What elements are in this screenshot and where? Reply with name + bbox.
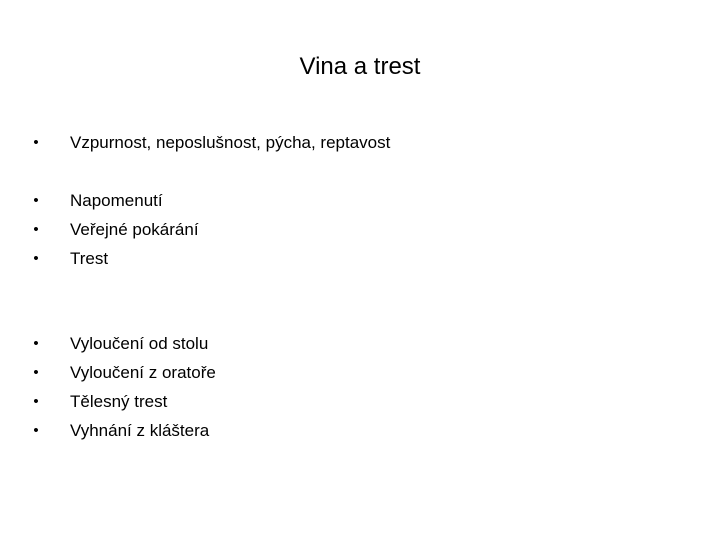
list-item-text: Vzpurnost, neposlušnost, pýcha, reptavost	[70, 133, 391, 152]
slide-title-text: Vina a trest	[299, 53, 421, 80]
list-item-text: Napomenutí	[70, 191, 163, 210]
list-item-text: Tělesný trest	[70, 392, 168, 411]
list-item-text: Vyhnání z kláštera	[70, 421, 210, 440]
list-item	[30, 186, 199, 215]
bullet-icon: •	[33, 364, 39, 381]
bullet-icon: •	[33, 221, 39, 238]
list-item	[30, 358, 216, 387]
slide-title	[0, 50, 720, 84]
list-item	[30, 128, 390, 157]
bullet-icon: •	[33, 192, 39, 209]
list-item-text: Vyloučení od stolu	[70, 334, 209, 353]
list-item-text: Vyloučení z oratoře	[70, 363, 216, 382]
bullet-icon: •	[33, 393, 39, 410]
bullet-group-reprimands	[30, 186, 199, 273]
list-item-text: Trest	[70, 249, 109, 268]
bullet-icon: •	[33, 335, 39, 352]
list-item	[30, 416, 216, 445]
list-item	[30, 244, 199, 273]
list-item	[30, 387, 216, 416]
list-item	[30, 215, 199, 244]
bullet-group-punishments	[30, 329, 216, 445]
list-item-text: Veřejné pokárání	[70, 220, 199, 239]
list-item	[30, 329, 216, 358]
bullet-icon: •	[33, 250, 39, 267]
bullet-icon: •	[33, 422, 39, 439]
bullet-group-offenses	[30, 128, 390, 157]
bullet-icon: •	[33, 134, 39, 151]
